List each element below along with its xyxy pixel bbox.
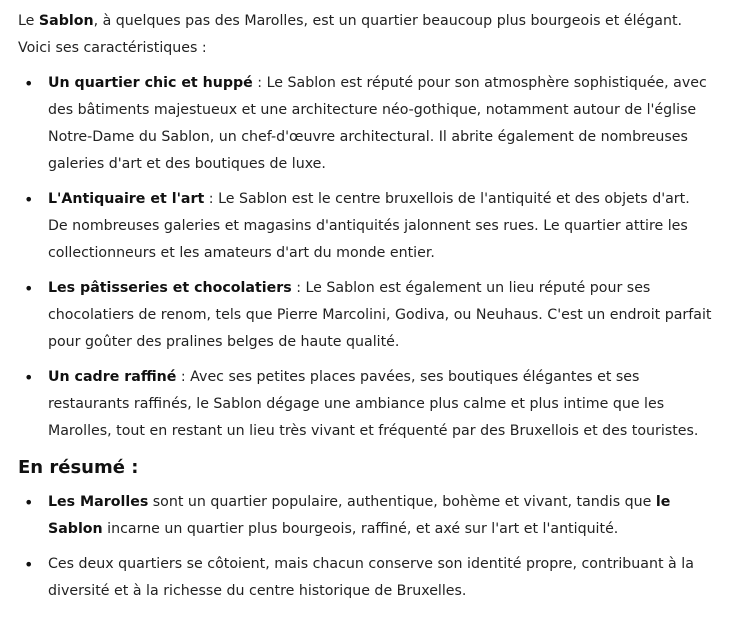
summary-text-2: incarne un quartier plus bourgeois, raffiné, et axé sur l'art et l'antiquité. bbox=[102, 521, 619, 537]
list-item bbox=[18, 186, 712, 267]
summary-heading: En résumé : bbox=[18, 457, 139, 478]
bullet-icon: • bbox=[24, 74, 34, 93]
summary-list bbox=[18, 489, 718, 605]
list-item bbox=[18, 489, 712, 543]
summary-text-3: Ces deux quartiers se côtoient, mais chacun conserve son identité propre, contribuant à la diversité et à la richesse du centre historique de Bruxelles. bbox=[48, 556, 694, 599]
characteristics-list bbox=[18, 70, 718, 445]
summary-text-1: sont un quartier populaire, authentique, bohème et vivant, tandis que bbox=[148, 494, 656, 510]
intro-paragraph bbox=[18, 8, 708, 62]
list-item bbox=[18, 275, 712, 356]
list-item bbox=[18, 70, 712, 178]
bullet-icon: • bbox=[24, 190, 34, 209]
intro-text: , à quelques pas des Marolles, est un quartier beaucoup plus bourgeois et élégant. Voici ses caractéristiques : bbox=[18, 13, 683, 56]
item-text: : Avec ses petites places pavées, ses boutiques élégantes et ses restaurants raffinés, le Sablon dégage une ambiance plus calme et plus intime que les Marolles, tout en restant un lieu très vivant et fréquenté par des Bruxellois et des touristes. bbox=[48, 369, 699, 439]
item-text: : Le Sablon est le centre bruxellois de l'antiquité et des objets d'art. De nombreuses galeries et magasins d'antiquités jalonnent ses rues. Le quartier attire les collectionneurs et les amateurs d'art du monde entier. bbox=[48, 191, 690, 261]
bullet-icon: • bbox=[24, 493, 34, 512]
summary-bold-sablon: le Sablon bbox=[48, 494, 671, 537]
item-title: Les pâtisseries et chocolatiers bbox=[48, 280, 292, 296]
item-text: : Le Sablon est réputé pour son atmosphère sophistiquée, avec des bâtiments majestueux et une architecture néo-gothique, notamment autour de l'église Notre-Dame du Sablon, un chef-d'œuvre architectural. Il abrite également de nombreuses galeries d'art et des boutiques de luxe. bbox=[48, 75, 707, 172]
item-title: Un cadre raffiné bbox=[48, 369, 177, 385]
bullet-icon: • bbox=[24, 368, 34, 387]
list-item bbox=[18, 364, 712, 445]
bullet-icon: • bbox=[24, 279, 34, 298]
item-title: Un quartier chic et huppé bbox=[48, 75, 253, 91]
item-text: : Le Sablon est également un lieu réputé pour ses chocolatiers de renom, tels que Pierre Marcolini, Godiva, ou Neuhaus. C'est un endroit parfait pour goûter des pralines belges de haute qualité. bbox=[48, 280, 712, 350]
intro-bold-sablon: Sablon bbox=[38, 13, 94, 29]
bullet-icon: • bbox=[24, 555, 34, 574]
list-item bbox=[18, 551, 712, 605]
item-title: L'Antiquaire et l'art bbox=[48, 191, 205, 207]
summary-bold-marolles: Les Marolles bbox=[48, 494, 149, 510]
intro-prefix: Le bbox=[18, 13, 39, 29]
